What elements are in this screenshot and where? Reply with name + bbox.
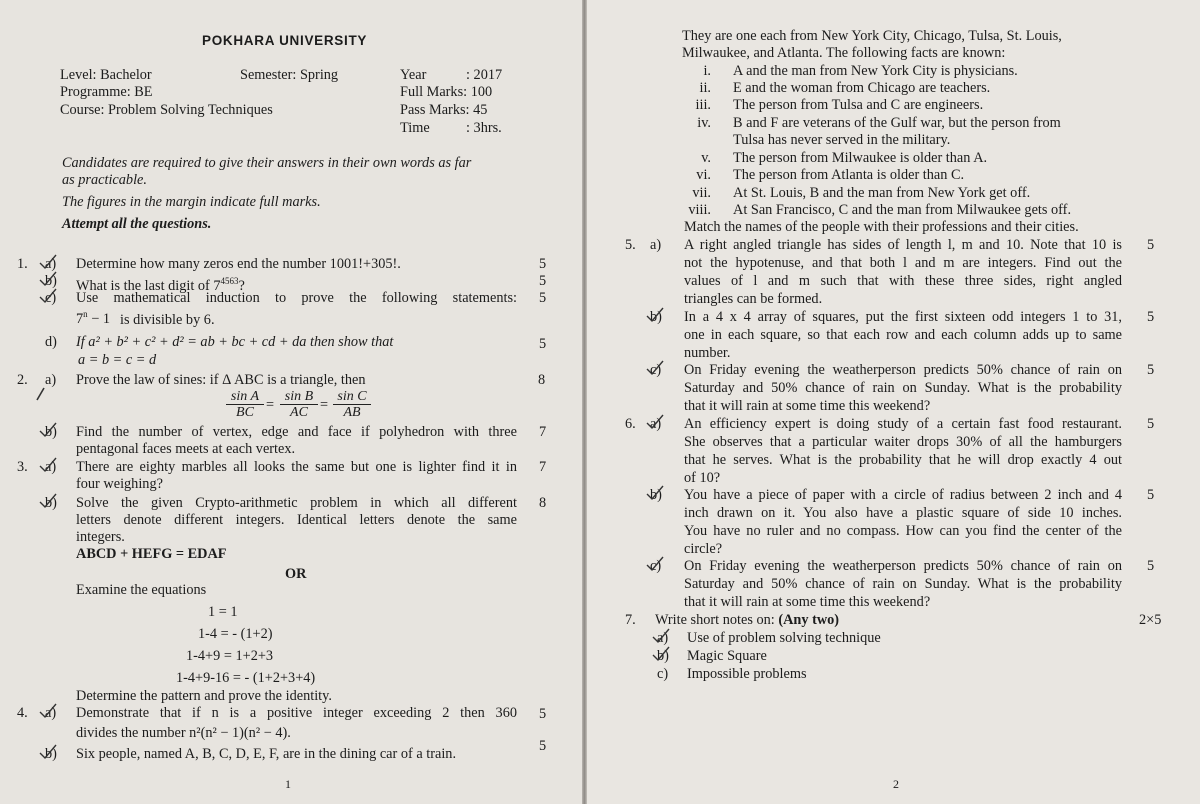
q6a-line-4: of 10? [684,470,721,486]
q3b-text-cont: letters denote different integers. Identical letters denote the same [76,512,517,528]
q4a-text: Demonstrate that if n is a positive integer exceeding 2 then 360 [76,705,517,721]
q6c-line-2: Saturday and 50% chance of rain on Sunday. What is the probability [684,576,1122,592]
handwritten-tick-mark [651,645,671,663]
handwritten-tick-mark [38,253,58,271]
q7a-text: Use of problem solving technique [687,630,881,646]
q7-marks: 2×5 [1139,612,1162,628]
handwritten-tick-mark [645,413,665,431]
pass-marks-label: Pass Marks: 45 [400,102,488,118]
pattern-text: Determine the pattern and prove the identity. [76,688,332,704]
q7b-text: Magic Square [687,648,767,664]
handwritten-tick-mark [38,743,58,761]
q5b-marks: 5 [1147,309,1155,325]
q6a-label: a) [650,416,662,432]
q2a-text: Prove the law of sines: if Δ ABC is a triangle, then [76,372,366,388]
q1d-marks: 5 [539,336,547,352]
continuation-line-2: Milwaukee, and Atlanta. The following facts are known: [682,45,1006,61]
fact-text: E and the woman from Chicago are teachers. [733,80,991,96]
q6b-line-4: circle? [684,541,723,557]
q6a-line-1: An efficiency expert is doing study of a certain fast food restaurant. [684,416,1122,432]
fact-num: vii. [692,185,711,201]
handwritten-tick-mark [645,484,665,502]
handwritten-tick-mark [38,702,58,720]
q3b-label: b) [45,495,57,511]
fact-text: At St. Louis, B and the man from New York get off. [733,185,1031,201]
page-number-2: 2 [893,777,899,791]
q5c-line-1: On Friday evening the weatherperson predicts 50% chance of rain on [684,362,1122,378]
q2b-text: Find the number of vertex, edge and face if polyhedron with three [76,424,517,440]
q6c-line-3: that it will rain at some time this weekend? [684,594,931,610]
handwritten-tick-mark [645,306,665,324]
q1c-text: Use mathematical induction to prove the following statements: [76,290,517,306]
handwritten-tick-mark [38,287,58,305]
match-instruction: Match the names of the people with their professions and their cities. [684,219,1079,235]
q4-number: 4. [17,705,28,721]
q5a-line-3: values of l and m such that with these three sides, right angled [684,273,1122,289]
q4a-text-cont: divides the number n²(n² − 1)(n² − 4). [76,725,291,741]
q7-text: Write short notes on: [655,612,779,628]
den-ab: AB [333,404,371,420]
fraction-sin-b [280,389,318,420]
q5c-marks: 5 [1147,362,1155,378]
handwritten-tick-mark [651,627,671,645]
q1d-label: d) [45,334,57,350]
q3b-text-cont2: integers. [76,529,125,545]
handwritten-tick-mark [38,456,58,474]
time-value: : 3hrs. [466,120,502,136]
q1a-label: a) [45,256,57,272]
fact-text: The person from Tulsa and C are engineers. [733,97,984,113]
q5a-line-1: A right angled triangle has sides of length l, m and 10. Note that 10 is [684,237,1122,253]
equation-2: 1-4 = - (1+2) [198,626,273,642]
q2b-text-cont: pentagonal faces meets at each vertex. [76,441,296,457]
q1c-minus: − 1 [87,310,111,327]
q1b-exponent: 4563 [220,276,239,286]
q5a-marks: 5 [1147,237,1155,253]
instruction-3: Attempt all the questions. [62,216,212,232]
fact-text: B and F are veterans of the Gulf war, but the person from [733,115,1061,131]
q1c-expression [76,306,110,328]
handwritten-tick-mark [38,270,58,288]
den-bc: BC [226,404,264,420]
handwritten-tick-mark [645,359,665,377]
course-label: Course: Problem Solving Techniques [60,102,273,118]
q3b-marks: 8 [539,495,547,511]
full-marks-label: Full Marks: 100 [400,84,493,100]
q6b-line-2: inch drawn on it. You also have a plastic square of side 10 inches. [684,505,1122,521]
q7-any-two: (Any two) [778,612,840,628]
q3a-marks: 7 [539,459,547,475]
or-divider: OR [285,566,307,582]
q5b-line-1: In a 4 x 4 array of squares, put the first sixteen odd integers 1 to 31, [684,309,1122,325]
q4b-label: b) [45,746,57,762]
q5a-line-4: triangles can be formed. [684,291,823,307]
fact-text: A and the man from New York City is physicians. [733,63,1018,79]
q6c-line-1: On Friday evening the weatherperson predicts 50% chance of rain on [684,558,1122,574]
q4a-marks: 5 [539,706,547,722]
level-label: Level: Bachelor [60,67,152,83]
equals-1: = [266,397,275,413]
q1b-marks: 5 [539,273,547,289]
q3-number: 3. [17,459,28,475]
den-ac: AC [280,404,318,420]
fact-num: i. [703,63,711,79]
equals-2: = [320,397,329,413]
q5b-line-2: one in each square, so that each row and each column adds up to same [684,327,1122,343]
q5a-line-2: not the hypotenuse, and that both l and m are integers. Find out the [684,255,1122,271]
page-number-1: 1 [285,777,291,791]
q1d-equation: a = b = c = d [78,352,157,368]
equation-3: 1-4+9 = 1+2+3 [186,648,274,664]
q2a-marks: 8 [538,372,546,388]
q1c-exponent: n [83,309,88,319]
equation-1: 1 = 1 [208,604,238,620]
q2a-label: a) [45,372,57,388]
year-label: Year [400,67,427,83]
q6a-line-2: She observes that a particular waiter drops 30% of all the hamburgers [684,434,1122,450]
q6-number: 6. [625,416,636,432]
fact-num: iv. [697,115,711,131]
q6b-label: b) [650,487,662,503]
q1a-text: Determine how many zeros end the number 1001!+305!. [76,256,401,272]
q5c-line-3: that it will rain at some time this weekend? [684,398,931,414]
handwritten-tick-mark [38,421,58,439]
instruction-2: The figures in the margin indicate full marks. [62,194,321,210]
q7a-label: a) [657,630,669,646]
q3a-text-cont: four weighing? [76,476,163,492]
instruction-1: Candidates are required to give their answers in their own words as far [62,155,472,171]
q7b-label: b) [657,648,669,664]
handwritten-tick-mark [34,384,54,402]
sin-c: sin C [337,389,367,404]
q3a-label: a) [45,459,57,475]
q6b-line-1: You have a piece of paper with a circle of radius between 2 inch and 4 [684,487,1122,503]
sin-b: sin B [284,389,314,404]
q7c-text: Impossible problems [687,666,807,682]
q1b-end: ? [238,277,245,294]
year-value: : 2017 [466,67,503,83]
q1c-label: c) [45,290,57,306]
continuation-line-1: They are one each from New York City, Chicago, Tulsa, St. Louis, [682,28,1062,44]
handwritten-tick-mark [645,555,665,573]
q6c-marks: 5 [1147,558,1155,574]
q4b-marks: 5 [539,738,547,754]
q1a-marks: 5 [539,256,547,272]
fact-num: ii. [699,80,711,96]
q1d-text: If a² + b² + c² + d² = ab + bc + cd + da then show that [76,334,394,350]
q5c-line-2: Saturday and 50% chance of rain on Sunday. What is the probability [684,380,1122,396]
sin-a: sin A [230,389,260,404]
programme-label: Programme: BE [60,84,153,100]
q6a-marks: 5 [1147,416,1155,432]
fraction-sin-c [333,389,371,420]
q1c-tail: is divisible by 6. [120,312,215,328]
fact-text: At San Francisco, C and the man from Milwaukee gets off. [733,202,1072,218]
q3b-text: Solve the given Crypto-arithmetic problem in which all different [76,495,517,511]
q6b-line-3: You have no ruler and no compass. How can you find the center of the [684,523,1122,539]
q4b-text: Six people, named A, B, C, D, E, F, are in the dining car of a train. [76,746,457,762]
q6b-marks: 5 [1147,487,1155,503]
q1c-base: 7 [76,310,84,327]
fact-num: iii. [695,97,711,113]
q5b-line-3: number. [684,345,731,361]
q6c-label: c) [650,558,662,574]
q5c-label: c) [650,362,662,378]
fraction-sin-a [226,389,264,420]
q2-number: 2. [17,372,28,388]
q2b-marks: 7 [539,424,547,440]
q7c-label: c) [657,666,669,682]
q5b-label: b) [650,309,662,325]
q3a-text: There are eighty marbles all looks the same but one is lighter find it in [76,459,517,475]
equation-4: 1-4+9-16 = - (1+2+3+4) [176,670,316,686]
q1c-marks: 5 [539,290,547,306]
q1b-label: b) [45,273,57,289]
semester-label: Semester: Spring [240,67,339,83]
q7-number: 7. [625,612,636,628]
handwritten-tick-mark [38,492,58,510]
exam-page-1 [0,0,583,804]
examine-text: Examine the equations [76,582,207,598]
q5a-label: a) [650,237,662,253]
q1-number: 1. [17,256,28,272]
fact-num: vi. [696,167,711,183]
q2b-label: b) [45,424,57,440]
q5-number: 5. [625,237,636,253]
fact-num: viii. [688,202,711,218]
university-title: POKHARA UNIVERSITY [202,33,368,48]
time-label: Time [400,120,430,136]
instruction-1-cont: as practicable. [62,172,147,188]
q7-heading [655,612,839,629]
exam-page-2 [587,0,1200,804]
q4a-label: a) [45,705,57,721]
fact-text: Tulsa has never served in the military. [733,132,951,148]
q1b-text: What is the last digit of 7 [76,277,221,294]
q6a-line-3: that he serves. What is the probability that he will drop exactly 4 out [684,452,1122,468]
fact-text: The person from Atlanta is older than C. [733,167,965,183]
fact-num: v. [701,150,711,166]
fact-text: The person from Milwaukee is older than A. [733,150,988,166]
crypto-equation: ABCD + HEFG = EDAF [76,546,227,562]
